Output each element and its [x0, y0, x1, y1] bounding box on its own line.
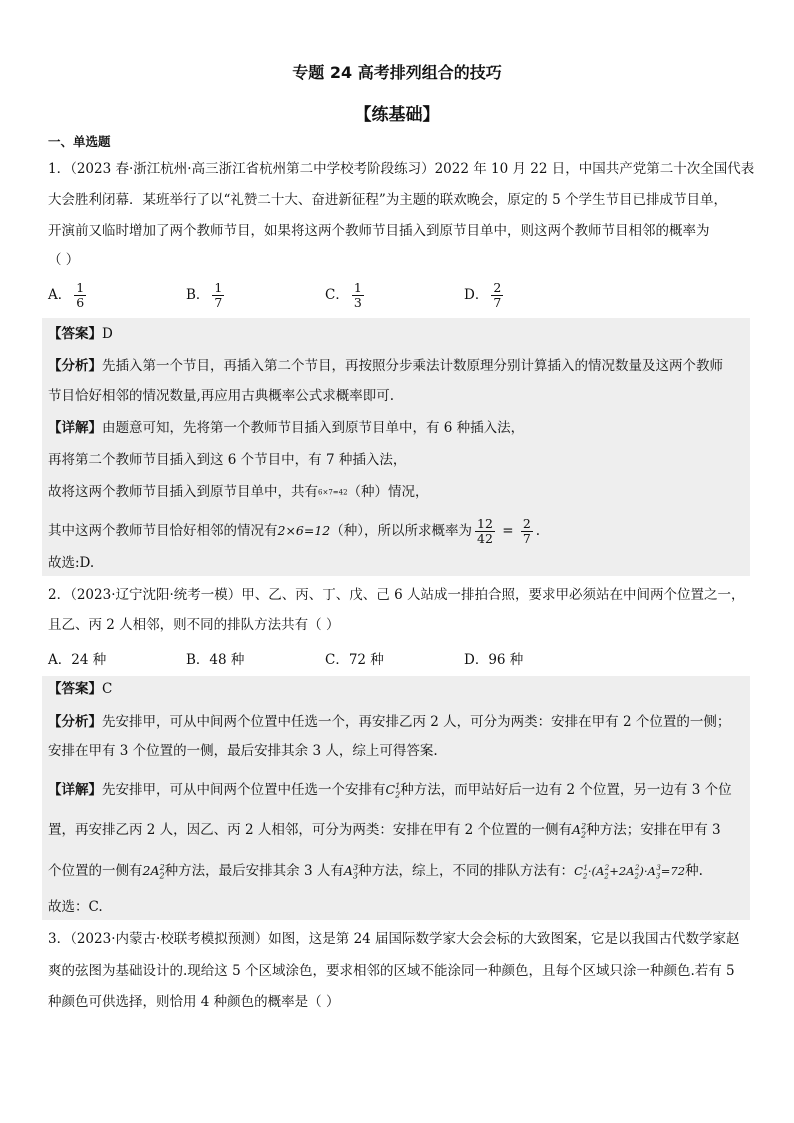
q1-stem-line-1: 1．（2023 春·浙江杭州·高三浙江省杭州第二中学校考阶段练习）2022 年 10 月 22 日，中国共产党第二十次全国代表 [48, 161, 755, 177]
q1-option-b: B． $\frac{1}{7}$ [186, 280, 223, 310]
q2-stem-line-2: 且乙、丙 2 人相邻，则不同的排队方法共有（ ） [48, 617, 340, 633]
page-subtitle: 【练基础】 [354, 105, 440, 125]
q1-detail-line-3: 故将这两个教师节目插入到原节目单中，共有6×7=42（种）情况， [48, 484, 429, 500]
q2-detail-line-1: 【详解】先安排甲，可从中间两个位置中任选一个安排有$C_2^1$种方法，而甲站好后一边有 2 个位置，另一边有 3 个位 [48, 782, 732, 800]
q2-analysis-line-1: 【分析】先安排甲，可从中间两个位置中任选一个，再安排乙丙 2 人，可分为两类：安排在甲有 2 个位置的一侧； [48, 714, 731, 730]
q3-stem-line-1: 3．（2023·内蒙古·校联考模拟预测）如图，这是第 24 届国际数学家大会会标的大致图案，它是以我国古代数学家赵 [48, 931, 740, 947]
q2-answer: 【答案】C [48, 681, 113, 697]
q1-option-a: A． $\frac{1}{6}$ [48, 280, 85, 310]
q1-choose: 故选:D. [48, 555, 95, 571]
q2-option-d: D．96 种 [464, 652, 524, 668]
q2-analysis-line-2: 安排在甲有 3 个位置的一侧，最后安排其余 3 人，综上可得答案. [48, 743, 438, 759]
q1-analysis-line-1: 【分析】先插入第一个节目，再插入第二个节目，再按照分步乘法计数原理分别计算插入的情况数量及这两个教师 [48, 358, 723, 374]
q1-stem-line-3: 开演前又临时增加了两个教师节目，如果将这两个教师节目插入到原节目单中，则这两个教师节目相邻的概率为 [48, 223, 710, 239]
q1-stem-line-4: （ ） [48, 252, 80, 268]
q1-detail-line-4: 其中这两个教师节目恰好相邻的情况有2×6=12（种），所以所求概率为 $\frac{12}{42}$ = $\frac{2}{7}$ . [48, 516, 541, 546]
q1-option-d: D． $\frac{2}{7}$ [464, 280, 502, 310]
q1-detail-line-1: 【详解】由题意可知，先将第一个教师节目插入到原节目单中，有 6 种插入法， [48, 420, 525, 436]
q1-answer: 【答案】D [48, 326, 113, 342]
q3-stem-line-2: 爽的弦图为基础设计的.现给这 5 个区域涂色，要求相邻的区域不能涂同一种颜色，且每个区域只涂一种颜色.若有 5 [48, 963, 735, 979]
section-heading: 一、单选题 [48, 134, 111, 149]
q1-detail-line-2: 再将第二个教师节目插入到这 6 个节目中，有 7 种插入法， [48, 452, 407, 468]
q1-analysis-line-2: 节目恰好相邻的情况数量,再应用古典概率公式求概率即可. [48, 388, 395, 404]
q1-stem-line-2: 大会胜利闭幕．某班举行了以“礼赞二十大、奋进新征程”为主题的联欢晚会，原定的 5 个学生节目已排成节目单， [48, 192, 727, 208]
q2-choose: 故选：C. [48, 899, 103, 915]
page-title: 专题 24 高考排列组合的技巧 [292, 63, 502, 82]
q2-stem-line-1: 2．（2023·辽宁沈阳·统考一模）甲、乙、丙、丁、戊、己 6 人站成一排拍合照，要求甲必须站在中间两个位置之一， [48, 587, 745, 603]
q2-option-a: A．24 种 [48, 652, 107, 668]
q2-option-b: B．48 种 [186, 652, 245, 668]
q3-stem-line-3: 种颜色可供选择，则恰用 4 种颜色的概率是（ ） [48, 994, 340, 1010]
q2-detail-line-2: 置，再安排乙丙 2 人，因乙、丙 2 人相邻，可分为两类：安排在甲有 2 个位置的一侧有$A_2^2$种方法；安排在甲有 3 [48, 822, 721, 840]
q2-option-c: C．72 种 [325, 652, 384, 668]
q2-detail-line-3: 个位置的一侧有$2A_2^2$种方法，最后安排其余 3 人有$A_3^3$种方法，综上，不同的排队方法有：$C_2^1\cdot(A_2^2+2A_2^2)\cdot A_3^3=72$种. [48, 863, 703, 881]
q1-option-c: C． $\frac{1}{3}$ [325, 280, 362, 310]
